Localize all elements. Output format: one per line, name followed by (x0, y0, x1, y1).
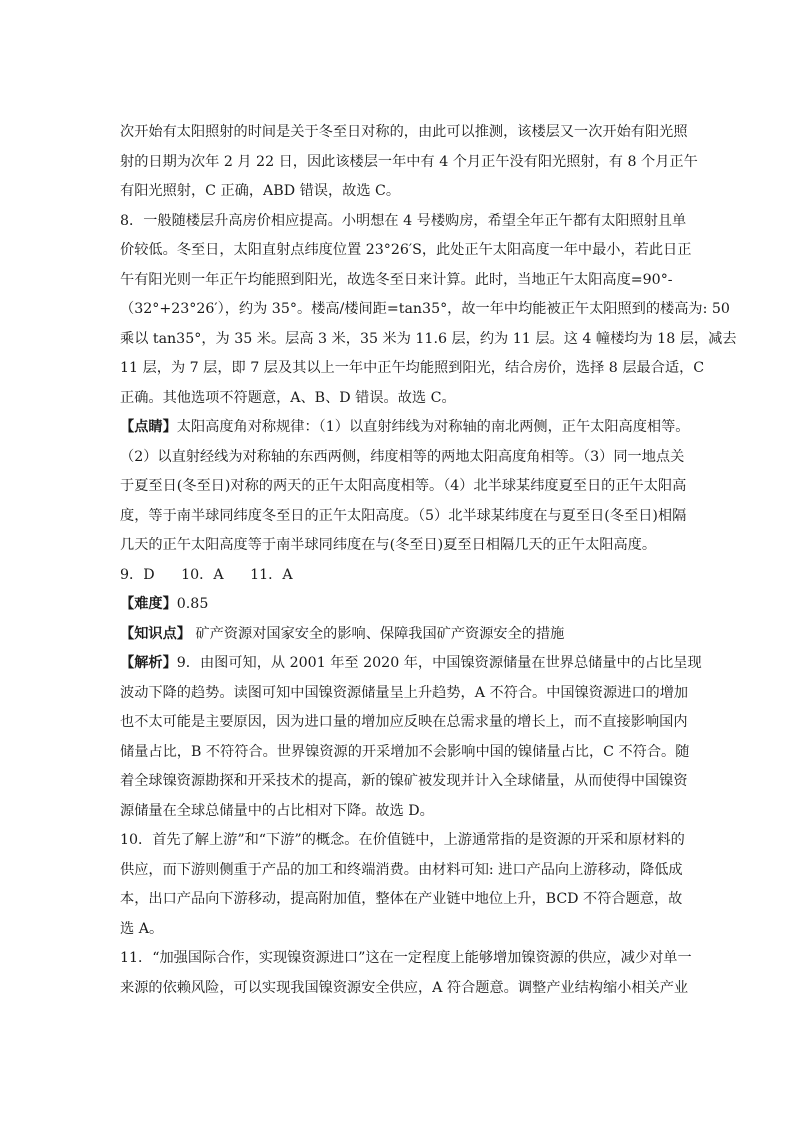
text-line: 来源的依赖风险，可以实现我国镍资源安全供应，A 符合题意。调整产业结构缩小相关产业 (120, 979, 689, 996)
text-line: 着全球镍资源勘探和开采技术的提高，新的镍矿被发现并计入全球储量，从而使得中国镍资 (120, 773, 688, 789)
analysis-first-line (120, 649, 702, 679)
text-line: 8．一般随楼层升高房价相应提高。小明想在 4 号楼购房，希望全年正午都有太阳照射且单 (120, 212, 687, 229)
text-line: 于夏至日(冬至日)对称的两天的正午太阳高度相等。（4）北半球某纬度夏至日的正午太阳高 (120, 478, 687, 494)
text-line: 有阳光照射，C 正确，ABD 错误，故选 C。 (120, 183, 401, 199)
text-line: （32°+23°26′），约为 35°。楼高/楼间距=tan35°，故一年中均能被正午太阳照到的楼高为: 50 (120, 301, 730, 317)
difficulty-line (120, 590, 680, 620)
knowledge-line (120, 620, 680, 650)
analysis-tag: 【解析】 (120, 655, 177, 671)
highlight-text: 太阳高度角对称规律：（1）以直射纬线为对称轴的南北两侧，正午太阳高度相等。 (176, 419, 690, 435)
difficulty-tag: 【难度】 (120, 596, 177, 612)
text-line: 价较低。冬至日，太阳直射点纬度位置 23°26′S，此处正午太阳高度一年中最小，若此日正 (120, 242, 692, 258)
highlight-tag: 【点睛】 (120, 419, 177, 435)
difficulty-value: 0.85 (176, 596, 209, 612)
text-line: 度，等于南半球同纬度冬至日的正午太阳高度。（5）北半球某纬度在与夏至日(冬至日)相隔 (120, 507, 687, 524)
text-line: 储量占比，B 不符符合。世界镍资源的开采增加不会影响中国的镍储量占比，C 不符合。随 (120, 743, 690, 760)
answer-11: 11．A (250, 566, 293, 583)
text-line: 乘以 tan35°，为 35 米。层高 3 米，35 米为 11.6 层，约为 11 层。这 4 幢楼均为 18 层，减去 (120, 330, 737, 347)
text-line: 几天的正午太阳高度等于南半球同纬度在与(冬至日)夏至日相隔几天的正午太阳高度。 (120, 537, 657, 553)
text-line: （2）以直射经线为对称轴的东西两侧，纬度相等的两地太阳高度角相等。（3）同一地点关 (120, 448, 685, 465)
knowledge-value: 矿产资源对国家安全的影响、保障我国矿产资源安全的措施 (190, 625, 565, 642)
analysis-text: 9．由图可知，从 2001 年至 2020 年，中国镍资源储量在世界总储量中的占比呈现 (176, 655, 702, 671)
text-line: 也不太可能是主要原因，因为进口量的增加应反映在总需求量的增长上，而不直接影响国内 (120, 714, 688, 730)
text-line: 11 层，为 7 层，即 7 层及其以上一年中正午均能照到阳光，结合房价，选择 8 层最合适，C (120, 360, 705, 376)
text-line: 源储量在全球总储量中的占比相对下降。故选 D。 (120, 802, 434, 819)
text-line: 本，出口产品向下游移动，提高附加值，整体在产业链中地位上升，BCD 不符合题意，故 (120, 891, 683, 907)
answer-9: 9．D (120, 566, 155, 583)
text-line: 供应，而下游则侧重于产品的加工和终端消费。由材料可知: 进口产品向上游移动，降低成 (120, 861, 683, 878)
text-line: 午有阳光则一年正午均能照到阳光，故选冬至日来计算。此时，当地正午太阳高度=90°- (120, 271, 673, 288)
text-line: 11．“加强国际合作，实现镍资源进口”这在一定程度上能够增加镍资源的供应，减少对单一 (120, 950, 692, 966)
text-line: 正确。其他选项不符题意，A、B、D 错误。故选 C。 (120, 389, 456, 406)
document-page (120, 118, 737, 1003)
text-line: 10．首先了解上游”和“下游”的概念。在价值链中，上游通常指的是资源的开采和原材料的 (120, 832, 685, 848)
text-line: 射的日期为次年 2 月 22 日，因此该楼层一年中有 4 个月正午没有阳光照射，有 8 个月正午 (120, 153, 698, 170)
answer-line (120, 561, 680, 591)
text-line: 波动下降的趋势。读图可知中国镍资源储量呈上升趋势，A 不符合。中国镍资源进口的增加 (120, 684, 689, 701)
answer-10: 10．A (181, 566, 224, 583)
knowledge-tag: 【知识点】 (120, 625, 191, 642)
text-line: 选 A。 (120, 920, 164, 937)
text-line: 次开始有太阳照射的时间是关于冬至日对称的，由此可以推测，该楼层又一次开始有阳光照 (120, 124, 688, 140)
highlight-note-line (120, 413, 690, 443)
